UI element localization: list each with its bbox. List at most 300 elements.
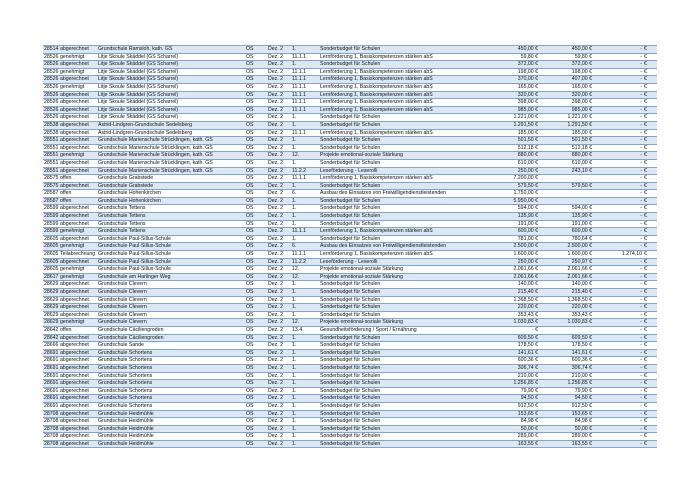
region-cell: OS — [245, 197, 267, 205]
measure-cell: Projekte emotional-soziale Stärkung — [319, 266, 481, 274]
id-cell: 28599 — [44, 220, 59, 227]
region-cell: OS — [245, 380, 267, 388]
currency-cell: € — [643, 152, 657, 160]
status-cell: abgerechnet — [59, 129, 97, 137]
measure-code-cell: 1. — [291, 114, 319, 122]
measure-cell: Sonderbudget für Schulen — [319, 182, 481, 190]
region-cell: OS — [245, 53, 267, 61]
measure-code-cell: 1. — [291, 159, 319, 167]
approved-amount-cell: 1.030,83 € — [481, 319, 539, 327]
currency-cell: € — [643, 46, 657, 54]
department-cell: Dez. 2 — [267, 76, 291, 84]
measure-cell: Sonderbudget für Schulen — [319, 311, 481, 319]
currency-cell: € — [643, 106, 657, 114]
currency-cell: € — [643, 311, 657, 319]
measure-code-cell: 1. — [291, 220, 319, 228]
id-cell: 28514 — [44, 46, 59, 52]
school-cell: Grundschule am Harlinger Weg — [97, 273, 245, 281]
currency-cell: € — [643, 213, 657, 221]
approved-amount-cell: 215,40 € — [481, 289, 539, 297]
table-row — [43, 380, 657, 388]
measure-code-cell: 11.1.1 — [291, 68, 319, 76]
status-cell: abgerechnet — [59, 121, 97, 129]
id-cell: 28708 — [44, 410, 59, 417]
school-cell: Litje Skoule Skäddel (GS Scharrel) — [97, 91, 245, 99]
region-cell: OS — [245, 106, 267, 114]
approved-amount-cell: 501,50 € — [481, 137, 539, 145]
table-row — [43, 182, 657, 190]
region-cell: OS — [245, 175, 267, 183]
currency-cell: € — [643, 281, 657, 289]
measure-cell: Sonderbudget für Schulen — [319, 137, 481, 145]
settled-amount-cell: 153,65 € — [539, 410, 593, 418]
table-row — [43, 137, 657, 145]
id-cell: 28526 — [44, 68, 59, 75]
department-cell: Dez. 2 — [267, 319, 291, 327]
settled-amount-cell: 1.291,50 € — [539, 121, 593, 129]
id-cell: 28629 — [44, 281, 59, 288]
id-cell: 28691 — [44, 395, 59, 402]
table-row — [43, 334, 657, 342]
approved-amount-cell: 185,00 € — [481, 129, 539, 137]
remaining-amount-cell: - — [593, 296, 643, 304]
id-cell: 28551 — [44, 144, 59, 151]
measure-code-cell: 1. — [291, 197, 319, 205]
approved-amount-cell: 5.950,00 € — [481, 197, 539, 205]
measure-code-cell: 12. — [291, 273, 319, 281]
approved-amount-cell: 320,00 € — [481, 91, 539, 99]
department-cell: Dez. 2 — [267, 387, 291, 395]
school-cell: Grundschule Hohenkirchen — [97, 190, 245, 198]
measure-cell: Sonderbudget für Schulen — [319, 144, 481, 152]
id-cell: 28538 — [44, 129, 59, 136]
school-cell: Grundschule Hohenkirchen — [97, 197, 245, 205]
id-cell: 28538 — [44, 121, 59, 128]
department-cell: Dez. 2 — [267, 402, 291, 410]
approved-amount-cell: 600,36 € — [481, 357, 539, 365]
region-cell: OS — [245, 349, 267, 357]
measure-code-cell: 11.1.1 — [291, 251, 319, 259]
region-cell: OS — [245, 99, 267, 107]
id-cell: 28599 — [44, 213, 59, 220]
school-cell: Grundschule Schortens — [97, 357, 245, 365]
department-cell: Dez. 2 — [267, 266, 291, 274]
status-cell: abgerechnet — [59, 289, 97, 297]
approved-amount-cell: 353,43 € — [481, 311, 539, 319]
department-cell: Dez. 2 — [267, 121, 291, 129]
id-cell: 28551 — [44, 159, 59, 166]
id-cell: 28599 — [44, 228, 59, 235]
id-cell: 28642 — [44, 326, 59, 333]
table-row — [43, 175, 657, 183]
approved-amount-cell: 579,50 € — [481, 182, 539, 190]
remaining-amount-cell: - — [593, 159, 643, 167]
measure-cell: Sonderbudget für Schulen — [319, 364, 481, 372]
settled-amount-cell: 594,00 € — [539, 205, 593, 213]
measure-cell: Sonderbudget für Schulen — [319, 387, 481, 395]
measure-code-cell: 1. — [291, 410, 319, 418]
remaining-amount-cell: - — [593, 258, 643, 266]
measure-code-cell: 1. — [291, 304, 319, 312]
remaining-amount-cell: - — [593, 410, 643, 418]
remaining-amount-cell: - — [593, 395, 643, 403]
region-cell: OS — [245, 61, 267, 69]
approved-amount-cell: 84,98 € — [481, 418, 539, 426]
measure-cell: Lernförderung 1, Basiskompetenzen stärken abS — [319, 106, 481, 114]
region-cell: OS — [245, 129, 267, 137]
settled-amount-cell: 163,55 € — [539, 440, 593, 448]
table-row — [43, 205, 657, 213]
status-cell: abgerechnet — [59, 311, 97, 319]
approved-amount-cell: 398,00 € — [481, 99, 539, 107]
table-row — [43, 129, 657, 137]
measure-code-cell: 1. — [291, 380, 319, 388]
school-cell: Grundschule Heidmühle — [97, 410, 245, 418]
id-cell: 28605 — [44, 258, 59, 265]
department-cell: Dez. 2 — [267, 190, 291, 198]
measure-code-cell: 1. — [291, 334, 319, 342]
status-cell: abgerechnet — [59, 364, 97, 372]
measure-code-cell: 11.1.1 — [291, 106, 319, 114]
school-cell: Grundschule Clevern — [97, 296, 245, 304]
currency-cell: € — [643, 334, 657, 342]
department-cell: Dez. 2 — [267, 213, 291, 221]
settled-amount-cell: 178,50 € — [539, 342, 593, 350]
remaining-amount-cell: - — [593, 144, 643, 152]
region-cell: OS — [245, 410, 267, 418]
measure-cell: Sonderbudget für Schulen — [319, 433, 481, 441]
approved-amount-cell: 912,50 € — [481, 402, 539, 410]
settled-amount-cell: 210,00 € — [539, 372, 593, 380]
status-cell: abgerechnet — [59, 425, 97, 433]
settled-amount-cell: 1.221,00 € — [539, 114, 593, 122]
remaining-amount-cell: - — [593, 334, 643, 342]
remaining-amount-cell: - — [593, 266, 643, 274]
currency-cell: € — [643, 129, 657, 137]
region-cell: OS — [245, 258, 267, 266]
approved-amount-cell: 141,61 € — [481, 349, 539, 357]
measure-cell: Lernförderung 1, Basiskompetenzen stärken abS — [319, 53, 481, 61]
region-cell: OS — [245, 311, 267, 319]
remaining-amount-cell: - — [593, 357, 643, 365]
measure-code-cell: 1. — [291, 372, 319, 380]
remaining-amount-cell: - — [593, 91, 643, 99]
department-cell: Dez. 2 — [267, 304, 291, 312]
school-cell: Grundschule Schortens — [97, 402, 245, 410]
school-cell: Grundschule Sande — [97, 342, 245, 350]
department-cell: Dez. 2 — [267, 289, 291, 297]
status-cell: abgerechnet — [59, 387, 97, 395]
school-cell: Grundschule Heidmühle — [97, 440, 245, 448]
currency-cell: € — [643, 83, 657, 91]
measure-cell: Lernförderung 1, Basiskompetenzen stärken abS — [319, 68, 481, 76]
measure-code-cell: 11.1.1 — [291, 175, 319, 183]
id-cell: 28526 — [44, 76, 59, 83]
table-row — [43, 159, 657, 167]
approved-amount-cell: - € — [481, 326, 539, 334]
currency-cell: € — [643, 418, 657, 426]
id-cell: 28587 — [44, 197, 59, 204]
remaining-amount-cell: - — [593, 46, 643, 54]
remaining-amount-cell: - — [593, 425, 643, 433]
remaining-amount-cell: - — [593, 137, 643, 145]
measure-code-cell: 1. — [291, 296, 319, 304]
region-cell: OS — [245, 159, 267, 167]
region-cell: OS — [245, 418, 267, 426]
settled-amount-cell: 165,00 € — [539, 83, 593, 91]
measure-cell: Sonderbudget für Schulen — [319, 114, 481, 122]
settled-amount-cell: 600,36 € — [539, 357, 593, 365]
region-cell: OS — [245, 395, 267, 403]
status-cell: abgerechnet — [59, 213, 97, 221]
region-cell: OS — [245, 296, 267, 304]
measure-cell: Lernförderung 1, Basiskompetenzen stärken abS — [319, 76, 481, 84]
status-cell: abgerechnet — [59, 296, 97, 304]
measure-cell: Leseförderung - Leserolli — [319, 258, 481, 266]
id-cell: 28691 — [44, 402, 59, 409]
status-cell: offen — [59, 190, 97, 198]
settled-amount-cell: 320,00 € — [539, 91, 593, 99]
measure-cell: Sonderbudget für Schulen — [319, 61, 481, 69]
currency-cell: € — [643, 61, 657, 69]
department-cell: Dez. 2 — [267, 137, 291, 145]
settled-amount-cell: 372,00 € — [539, 61, 593, 69]
id-cell: 28629 — [44, 296, 59, 303]
currency-cell: € — [643, 159, 657, 167]
measure-cell: Projekte emotional-soziale Stärkung — [319, 273, 481, 281]
approved-amount-cell: 2.061,66 € — [481, 273, 539, 281]
table-row — [43, 418, 657, 426]
table-row — [43, 152, 657, 160]
region-cell: OS — [245, 251, 267, 259]
approved-amount-cell: 94,50 € — [481, 395, 539, 403]
currency-cell: € — [643, 357, 657, 365]
id-cell: 28551 — [44, 137, 59, 144]
measure-code-cell: 12. — [291, 319, 319, 327]
measure-cell: Lernförderung 1, Basiskompetenzen stärken abS — [319, 99, 481, 107]
status-cell: abgerechnet — [59, 167, 97, 175]
approved-amount-cell: 135,90 € — [481, 213, 539, 221]
remaining-amount-cell: 1.274,10 — [593, 251, 643, 259]
measure-cell: Lernförderung 1, Basiskompetenzen stärken abS — [319, 175, 481, 183]
id-cell: 28691 — [44, 372, 59, 379]
remaining-amount-cell: - — [593, 433, 643, 441]
remaining-amount-cell: - — [593, 53, 643, 61]
id-cell: 28666 — [44, 342, 59, 349]
status-cell: abgerechnet — [59, 440, 97, 448]
measure-code-cell: 1. — [291, 61, 319, 69]
school-cell: Grundschule Marienschule Strücklingen, kath. GS — [97, 137, 245, 145]
region-cell: OS — [245, 83, 267, 91]
status-cell: abgerechnet — [59, 281, 97, 289]
department-cell: Dez. 2 — [267, 197, 291, 205]
id-cell: 28617 — [44, 273, 59, 280]
remaining-amount-cell: - — [593, 380, 643, 388]
id-cell: 28605 — [44, 235, 59, 242]
department-cell: Dez. 2 — [267, 129, 291, 137]
approved-amount-cell: 59,80 € — [481, 53, 539, 61]
remaining-amount-cell: - — [593, 319, 643, 327]
status-cell: genehmigt — [59, 266, 97, 274]
status-cell: abgerechnet — [59, 76, 97, 84]
table-row — [43, 61, 657, 69]
department-cell: Dez. 2 — [267, 159, 291, 167]
measure-cell: Sonderbudget für Schulen — [319, 296, 481, 304]
region-cell: OS — [245, 425, 267, 433]
table-row — [43, 319, 657, 327]
school-cell: Grundschule Tettens — [97, 228, 245, 236]
measure-cell: Sonderbudget für Schulen — [319, 380, 481, 388]
currency-cell: € — [643, 387, 657, 395]
school-cell: Grundschule Marienschule Strücklingen, kath. GS — [97, 167, 245, 175]
settled-amount-cell — [539, 190, 593, 198]
department-cell: Dez. 2 — [267, 380, 291, 388]
settled-amount-cell: 450,00 € — [539, 46, 593, 54]
department-cell: Dez. 2 — [267, 53, 291, 61]
approved-amount-cell: 50,00 € — [481, 425, 539, 433]
settled-amount-cell: 398,00 € — [539, 99, 593, 107]
measure-code-cell: 1. — [291, 357, 319, 365]
settled-amount-cell: 1.030,83 € — [539, 319, 593, 327]
id-cell: 28642 — [44, 334, 59, 341]
status-cell: abgerechnet — [59, 372, 97, 380]
region-cell: OS — [245, 357, 267, 365]
measure-code-cell: 1. — [291, 418, 319, 426]
school-cell: Grundschule Marienschule Strücklingen, kath. GS — [97, 144, 245, 152]
remaining-amount-cell: - — [593, 190, 643, 198]
status-cell: abgerechnet — [59, 258, 97, 266]
table-row — [43, 243, 657, 251]
department-cell: Dez. 2 — [267, 364, 291, 372]
approved-amount-cell: 289,00 € — [481, 433, 539, 441]
region-cell: OS — [245, 190, 267, 198]
table-row — [43, 266, 657, 274]
school-cell: Grundschule Cäciliengroden — [97, 326, 245, 334]
id-cell: 28575 — [44, 182, 59, 189]
region-cell: OS — [245, 281, 267, 289]
currency-cell: € — [643, 182, 657, 190]
department-cell: Dez. 2 — [267, 251, 291, 259]
currency-cell: € — [643, 197, 657, 205]
measure-code-cell: 1. — [291, 281, 319, 289]
measure-code-cell: 11.1.1 — [291, 76, 319, 84]
measure-code-cell: 11.1.1 — [291, 129, 319, 137]
table-row — [43, 76, 657, 84]
settled-amount-cell: 59,80 € — [539, 53, 593, 61]
id-cell: 28526 — [44, 99, 59, 106]
measure-code-cell: 1. — [291, 395, 319, 403]
id-cell: 28708 — [44, 440, 59, 447]
currency-cell: € — [643, 425, 657, 433]
school-cell: Litje Skoule Skäddel (GS Scharrel) — [97, 76, 245, 84]
id-cell: 28605 — [44, 266, 59, 273]
approved-amount-cell: 1.368,50 € — [481, 296, 539, 304]
id-cell: 28605 — [44, 251, 59, 258]
approved-amount-cell: 512,18 € — [481, 144, 539, 152]
department-cell: Dez. 2 — [267, 99, 291, 107]
currency-cell: € — [643, 144, 657, 152]
remaining-amount-cell: - — [593, 273, 643, 281]
remaining-amount-cell: - — [593, 152, 643, 160]
table-row — [43, 228, 657, 236]
remaining-amount-cell: - — [593, 440, 643, 448]
status-cell: genehmigt — [59, 83, 97, 91]
remaining-amount-cell: - — [593, 129, 643, 137]
table-row — [43, 289, 657, 297]
school-cell: Grundschule Schortens — [97, 372, 245, 380]
remaining-amount-cell: - — [593, 235, 643, 243]
settled-amount-cell: 84,98 € — [539, 418, 593, 426]
settled-amount-cell: 1.256,85 € — [539, 380, 593, 388]
region-cell: OS — [245, 91, 267, 99]
measure-cell: Sonderbudget für Schulen — [319, 121, 481, 129]
settled-amount-cell — [539, 175, 593, 183]
department-cell: Dez. 2 — [267, 106, 291, 114]
status-cell: genehmigt — [59, 273, 97, 281]
status-cell: offen — [59, 175, 97, 183]
school-cell: Grundschule Heidmühle — [97, 433, 245, 441]
status-cell: abgerechnet — [59, 357, 97, 365]
settled-amount-cell: 501,50 € — [539, 137, 593, 145]
id-cell: 28551 — [44, 167, 59, 174]
approved-amount-cell: 880,00 € — [481, 152, 539, 160]
currency-cell: € — [643, 167, 657, 175]
currency-cell: € — [643, 205, 657, 213]
measure-cell: Sonderbudget für Schulen — [319, 418, 481, 426]
settled-amount-cell: 250,97 € — [539, 258, 593, 266]
currency-cell: € — [643, 433, 657, 441]
table-row — [43, 213, 657, 221]
measure-code-cell: 12. — [291, 152, 319, 160]
region-cell: OS — [245, 273, 267, 281]
approved-amount-cell: 1.256,85 € — [481, 380, 539, 388]
measure-cell: Sonderbudget für Schulen — [319, 220, 481, 228]
approved-amount-cell: 153,65 € — [481, 410, 539, 418]
id-cell: 28526 — [44, 91, 59, 98]
approved-amount-cell: 250,00 € — [481, 258, 539, 266]
table-row — [43, 114, 657, 122]
region-cell: OS — [245, 334, 267, 342]
region-cell: OS — [245, 402, 267, 410]
region-cell: OS — [245, 220, 267, 228]
settled-amount-cell: 141,61 € — [539, 349, 593, 357]
status-cell: abgerechnet — [59, 159, 97, 167]
status-cell: abgerechnet — [59, 395, 97, 403]
settled-amount-cell: 191,00 € — [539, 220, 593, 228]
department-cell: Dez. 2 — [267, 334, 291, 342]
table-row — [43, 425, 657, 433]
department-cell: Dez. 2 — [267, 296, 291, 304]
department-cell: Dez. 2 — [267, 205, 291, 213]
remaining-amount-cell: - — [593, 364, 643, 372]
approved-amount-cell: 594,00 € — [481, 205, 539, 213]
currency-cell: € — [643, 364, 657, 372]
department-cell: Dez. 2 — [267, 418, 291, 426]
measure-cell: Sonderbudget für Schulen — [319, 402, 481, 410]
approved-amount-cell: 220,00 € — [481, 304, 539, 312]
region-cell: OS — [245, 137, 267, 145]
approved-amount-cell: 372,00 € — [481, 61, 539, 69]
remaining-amount-cell: - — [593, 76, 643, 84]
id-cell: 28691 — [44, 364, 59, 371]
measure-code-cell: 11.2.2 — [291, 258, 319, 266]
settled-amount-cell: 185,00 € — [539, 129, 593, 137]
measure-cell: Sonderbudget für Schulen — [319, 281, 481, 289]
currency-cell: € — [643, 175, 657, 183]
measure-cell: Lernförderung 1, Basiskompetenzen stärken abS — [319, 251, 481, 259]
id-cell: 28691 — [44, 387, 59, 394]
table-row — [43, 281, 657, 289]
